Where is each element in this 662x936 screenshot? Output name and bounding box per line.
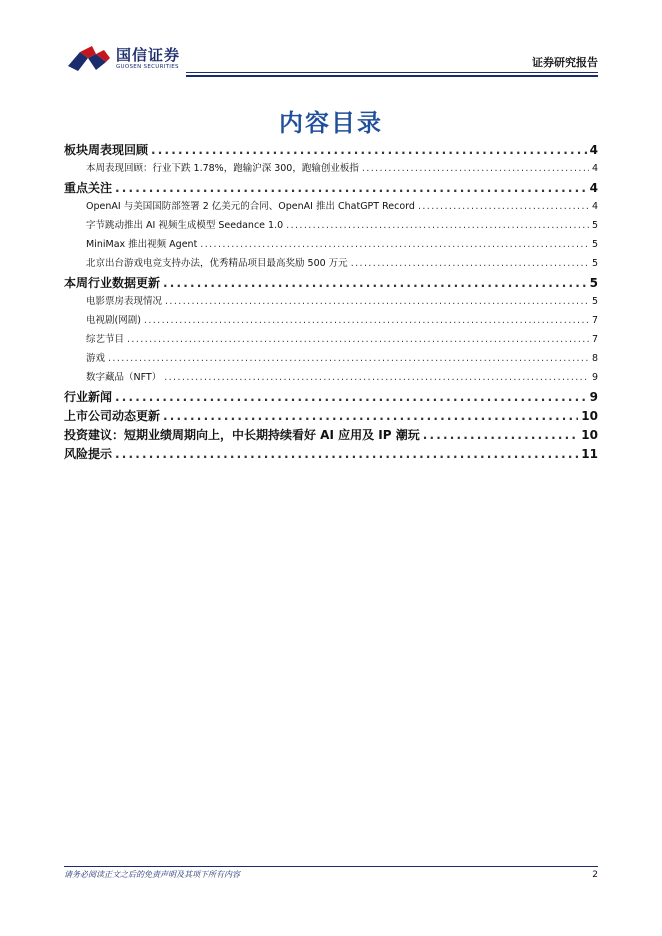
toc-page-number: 4 (591, 163, 598, 174)
toc-leader-dots (362, 163, 589, 174)
toc-entry-level2[interactable] (64, 255, 598, 274)
toc-entry-text: 数字藏品（NFT） (86, 372, 162, 383)
toc-page-number: 4 (589, 143, 598, 157)
toc-page-number: 8 (591, 353, 598, 364)
toc-entry-text: 上市公司动态更新 (64, 409, 161, 423)
toc-entry-level1[interactable] (64, 179, 598, 198)
toc-entry-level2[interactable] (64, 350, 598, 369)
toc-entry-level2[interactable] (64, 160, 598, 179)
toc-page-number: 5 (591, 296, 598, 307)
toc-entry-level2[interactable] (64, 312, 598, 331)
toc-page-number: 9 (589, 390, 598, 404)
toc-leader-dots (418, 201, 589, 212)
toc-entry-level2[interactable] (64, 331, 598, 350)
toc-entry-text: 字节跳动推出 AI 视频生成模型 Seedance 1.0 (86, 220, 284, 231)
toc-page-number: 7 (591, 315, 598, 326)
toc-leader-dots (164, 372, 589, 383)
toc-entry-text: 投资建议：短期业绩周期向上，中长期持续看好 AI 应用及 IP 潮玩 (64, 428, 420, 442)
toc-leader-dots (200, 239, 589, 250)
toc-entry-text: 综艺节目 (86, 334, 125, 345)
toc-leader-dots (115, 447, 578, 461)
toc-entry-level1[interactable] (64, 445, 598, 464)
toc-page-number: 5 (589, 276, 598, 290)
toc-entry-level2[interactable] (64, 236, 598, 255)
toc-page-number: 4 (589, 181, 598, 195)
toc-entry-text: 游戏 (86, 353, 106, 364)
logo-text-en: GUOSEN SECURITIES (116, 64, 179, 70)
toc-entry-level1[interactable] (64, 407, 598, 426)
guosen-logo-icon (66, 44, 110, 74)
toc-leader-dots (286, 220, 589, 231)
toc-entry-level1[interactable] (64, 388, 598, 407)
header-rule-thin (186, 72, 598, 73)
footer-rule (64, 866, 598, 867)
footer-disclaimer: 请务必阅读正文之后的免责声明及其项下所有内容 (64, 870, 240, 879)
toc-page-number: 5 (591, 258, 598, 269)
toc-leader-dots (115, 390, 587, 404)
toc-leader-dots (108, 353, 589, 364)
toc-entry-level1[interactable] (64, 274, 598, 293)
toc-entry-level2[interactable] (64, 369, 598, 388)
toc-entry-level2[interactable] (64, 198, 598, 217)
toc-entry-level2[interactable] (64, 293, 598, 312)
toc-entry-text: 电影票房表现情况 (86, 296, 163, 307)
toc-entry-text: 板块周表现回顾 (64, 143, 149, 157)
toc-page-number: 4 (591, 201, 598, 212)
toc-entry-text: OpenAI 与美国国防部签署 2 亿美元的合同、OpenAI 推出 ChatGPT Record (86, 201, 415, 212)
toc-entry-text: 本周表现回顾：行业下跌 1.78%，跑输沪深 300，跑输创业板指 (86, 163, 359, 174)
toc-entry-text: 重点关注 (64, 181, 113, 195)
page-number: 2 (592, 870, 598, 880)
toc-entry-text: 风险提示 (64, 447, 113, 461)
toc-entry-text: 北京出台游戏电竞支持办法，优秀精品项目最高奖励 500 万元 (86, 258, 348, 269)
toc-page-number: 9 (591, 372, 598, 383)
toc-page-number: 10 (581, 409, 598, 423)
toc-entry-level1[interactable] (64, 141, 598, 160)
toc-entry-level2[interactable] (64, 217, 598, 236)
toc-page-number: 11 (581, 447, 598, 461)
logo-text-cn: 国信证券 (116, 46, 181, 64)
toc-leader-dots (163, 409, 578, 423)
toc-entry-text: 本周行业数据更新 (64, 276, 161, 290)
table-of-contents (64, 141, 598, 464)
toc-page-number: 5 (591, 220, 598, 231)
toc-entry-level1[interactable] (64, 426, 598, 445)
toc-leader-dots (115, 181, 587, 195)
header-rule-thick (186, 75, 598, 77)
page-header (0, 0, 662, 80)
toc-entry-text: MiniMax 推出视频 Agent (86, 239, 198, 250)
toc-page-number: 7 (591, 334, 598, 345)
toc-leader-dots (151, 143, 587, 157)
toc-leader-dots (423, 428, 579, 442)
toc-entry-text: 行业新闻 (64, 390, 113, 404)
toc-title: 内容目录 (279, 109, 383, 137)
toc-leader-dots (163, 276, 587, 290)
report-type-label: 证券研究报告 (532, 56, 598, 69)
toc-page-number: 10 (581, 428, 598, 442)
toc-leader-dots (127, 334, 589, 345)
toc-leader-dots (144, 315, 589, 326)
toc-entry-text: 电视剧(网剧) (86, 315, 141, 326)
toc-leader-dots (351, 258, 589, 269)
toc-leader-dots (165, 296, 589, 307)
toc-page-number: 5 (591, 239, 598, 250)
